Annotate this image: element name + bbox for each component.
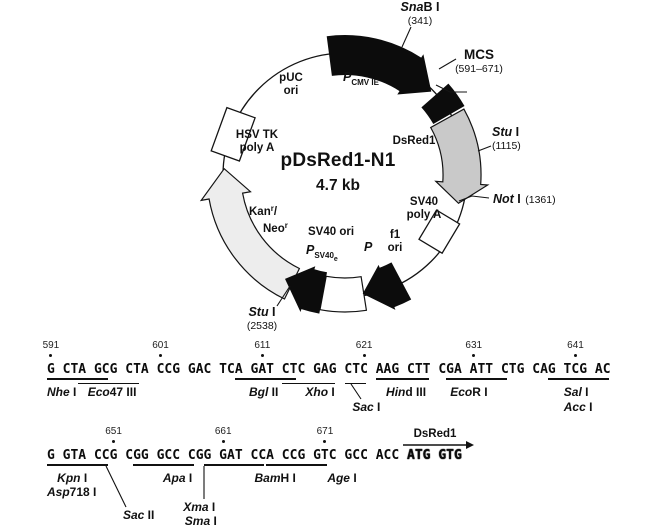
seq-position-dot-631	[472, 354, 475, 357]
stu1115-enzyme-label: Stu I	[492, 125, 520, 139]
snab-enzyme-label: SnaB I	[400, 0, 440, 14]
enzyme-label-xho: Xho I	[305, 385, 335, 399]
start-codon-text: ATG GTG	[407, 448, 462, 463]
p-promoter-label: P	[364, 240, 373, 254]
site-underline-nhe	[47, 378, 108, 380]
f1-ori-label: f1 ori	[387, 229, 403, 254]
enzyme-label-acc: Acc I	[563, 400, 593, 414]
seq-position-marker-601: 601	[152, 340, 169, 351]
enzyme-label-eco47: Eco47 III	[87, 385, 137, 399]
sv40-polya-label: SV40 poly A	[406, 196, 442, 221]
seq-position-marker-671: 671	[316, 426, 334, 437]
sv40-ori-label: SV40 ori	[308, 226, 355, 238]
enzyme-label-xma: Xma I	[183, 500, 216, 514]
seq-position-marker-621: 621	[355, 340, 373, 351]
seq-position-marker-651: 651	[105, 426, 122, 437]
seq-position-marker-631: 631	[465, 340, 483, 351]
site-underline-xho	[282, 383, 335, 385]
enzyme-label-hind: Hind III	[386, 385, 427, 399]
stu2538-position-label: (2538)	[246, 320, 278, 332]
enzyme-label-apa: Apa I	[162, 471, 193, 485]
seq-position-dot-621	[363, 354, 366, 357]
enzyme-label-sac1: Sac I	[352, 400, 381, 414]
dsred1-orf-arrowhead	[466, 441, 474, 449]
plasmid-size-label: 4.7 kb	[316, 177, 360, 194]
hsvtk-polya-label: HSV TK poly A	[235, 129, 279, 154]
seq-position-marker-611: 611	[254, 340, 271, 351]
not1361-enzyme-label: Not I	[493, 192, 521, 206]
seq-position-dot-601	[159, 354, 162, 357]
site-underline-bgl	[235, 378, 296, 380]
site-underline-ecor	[446, 378, 507, 380]
mcs-range-label: (591–671)	[455, 63, 503, 75]
sv40e-promoter-label: $P_{SV40e}$	[306, 243, 338, 263]
cmv-promoter-label: $P_{CMV IE}$	[343, 70, 379, 87]
seq-position-marker-661: 661	[214, 426, 232, 437]
enzyme-label-kpn: Kpn I	[57, 471, 88, 485]
site-underline-bam	[204, 464, 265, 466]
seq-position-dot-641	[574, 354, 577, 357]
dna-sequence-line1: G CTA GCG CTA CCG GAC TCA GAT CTC GAG CTC AAG CTT CGA ATT CTG CAG TCG AC	[47, 362, 611, 377]
seq-position-dot-661	[222, 440, 225, 443]
site-underline-apa	[133, 464, 194, 466]
snab-position-label: (341)	[407, 15, 433, 27]
seq-position-dot-671	[323, 440, 326, 443]
enzyme-label-age: Age I	[327, 471, 357, 485]
plasmid-title: pDsRed1-N1	[280, 150, 396, 171]
stu1115-position-label: (1115)	[492, 140, 521, 152]
seq-position-marker-641: 641	[567, 340, 584, 351]
site-underline-eco47	[78, 383, 139, 385]
puc-ori-label: pUC ori	[279, 72, 303, 97]
enzyme-label-sac2: Sac II	[122, 508, 155, 522]
dsred1-gene-label: DsRed1	[392, 135, 436, 147]
enzyme-label-sal: Sal I	[563, 385, 589, 399]
seq-position-dot-651	[112, 440, 115, 443]
seq-position-dot-611	[261, 354, 264, 357]
enzyme-label-nhe: Nhe I	[47, 385, 77, 399]
site-underline-sal-acc	[548, 378, 609, 380]
enzyme-label-asp718: Asp718 I	[47, 485, 97, 499]
stu2538-enzyme-label: Stu I	[248, 305, 276, 319]
site-underline-sac1	[345, 383, 366, 385]
mcs-label: MCS	[464, 47, 494, 62]
site-underline-age	[266, 464, 327, 466]
site-underline-kpn	[47, 464, 108, 466]
seq-position-marker-591: 591	[42, 340, 60, 351]
not1361-position-label: (1361)	[525, 194, 556, 206]
sac1-pointer-line	[351, 384, 361, 399]
dsred1-orf-label: DsRed1	[413, 428, 457, 440]
sac2-pointer-line	[106, 466, 126, 507]
enzyme-label-bgl: Bgl II	[249, 385, 279, 399]
kan-neo-label: Kan$^r$/ Neo$^r$	[249, 204, 288, 235]
seq-position-dot-591	[49, 354, 52, 357]
enzyme-label-sma: Sma I	[184, 514, 217, 527]
enzyme-label-ecor: EcoR I	[450, 385, 488, 399]
dna-sequence-line2: G GTA CCG CGG GCC CGG GAT CCA CCG GTC GCC ACC ATG GTG	[47, 448, 462, 463]
enzyme-label-bam: BamH I	[254, 471, 296, 485]
site-underline-hind	[376, 378, 429, 380]
